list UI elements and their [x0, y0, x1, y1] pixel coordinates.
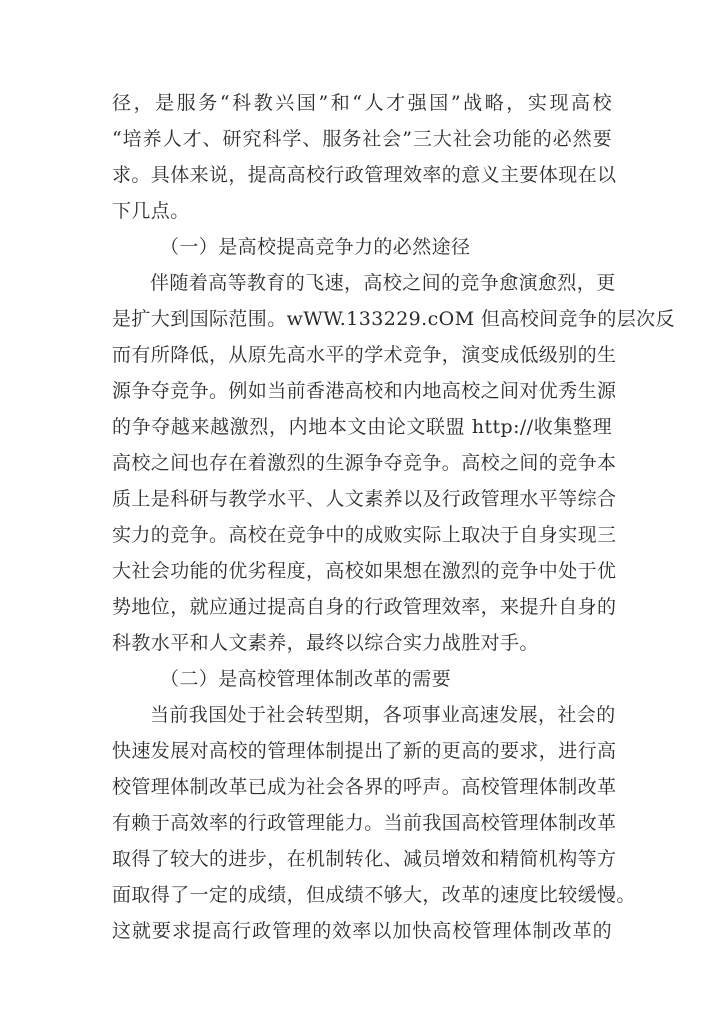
body-line: 大社会功能的优劣程度，高校如果想在激烈的竞争中处于优 [112, 560, 617, 582]
body-line: 质上是科研与教学水平、人文素养以及行政管理水平等综合 [112, 488, 617, 510]
body-line: 势地位，就应通过提高自身的行政管理效率，来提升自身的 [112, 596, 617, 618]
body-line: 的争夺越来越激烈，内地本文由论文联盟 http://收集整理 [112, 416, 612, 438]
body-line: 源争夺竞争。例如当前香港高校和内地高校之间对优秀生源 [112, 380, 617, 402]
body-line: 快速发展对高校的管理体制提出了新的更高的要求，进行高 [112, 740, 617, 762]
body-line: 下几点。 [112, 200, 190, 222]
body-line: 这就要求提高行政管理的效率以加快高校管理体制改革的 [112, 920, 612, 942]
body-line: 实力的竞争。高校在竞争中的成败实际上取决于自身实现三 [112, 524, 617, 546]
body-line: 是扩大到国际范围。wWW.133229.cOM 但高校间竞争的层次反 [112, 308, 675, 330]
paragraph-first-line: 伴随着高等教育的飞速，高校之间的竞争愈演愈烈，更 [150, 272, 616, 294]
paragraph-first-line: 当前我国处于社会转型期，各项事业高速发展，社会的 [150, 704, 616, 726]
body-line: 求。具体来说，提高高校行政管理效率的意义主要体现在以 [112, 164, 617, 186]
body-line: 面取得了一定的成绩，但成绩不够大，改革的速度比较缓慢。 [112, 884, 636, 906]
section-heading-2: （二）是高校管理体制改革的需要 [160, 668, 452, 690]
body-line: 校管理体制改革已成为社会各界的呼声。高校管理体制改革 [112, 776, 617, 798]
body-line: 径，是服务“科教兴国”和“人才强国”战略，实现高校 [112, 92, 612, 114]
body-line: 而有所降低，从原先高水平的学术竞争，演变成低级别的生 [112, 344, 617, 366]
body-line: 有赖于高效率的行政管理能力。当前我国高校管理体制改革 [112, 812, 617, 834]
body-line: 取得了较大的进步，在机制转化、减员增效和精简机构等方 [112, 848, 617, 870]
body-line: “培养人才、研究科学、服务社会”三大社会功能的必然要 [112, 128, 612, 150]
section-heading-1: （一）是高校提高竞争力的必然途径 [160, 236, 471, 258]
body-line: 科教水平和人文素养，最终以综合实力战胜对手。 [112, 632, 539, 654]
body-line: 高校之间也存在着激烈的生源争夺竞争。高校之间的竞争本 [112, 452, 617, 474]
